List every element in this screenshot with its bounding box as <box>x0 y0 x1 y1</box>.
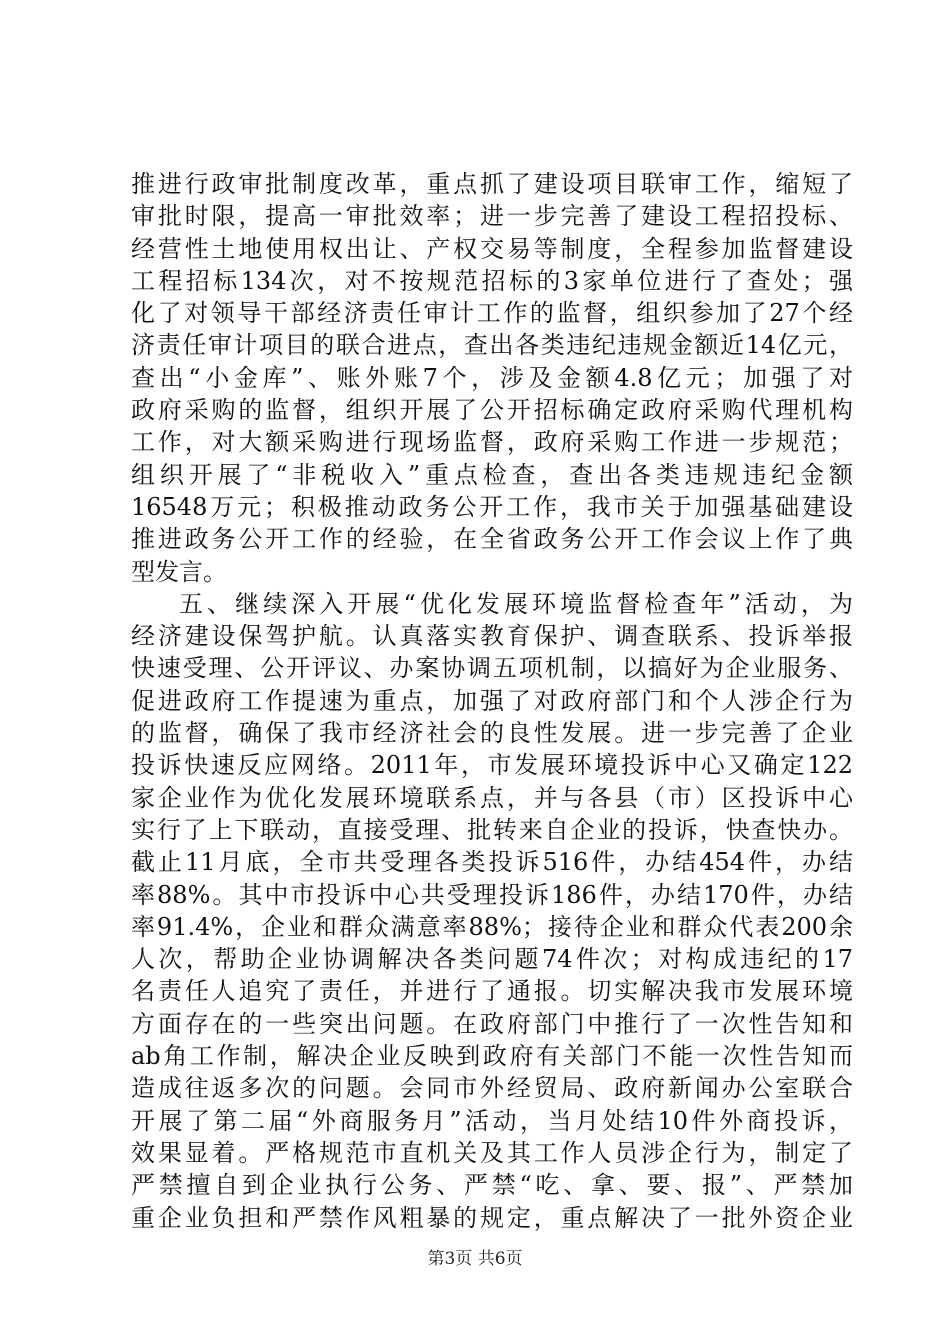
text-line: 16548万元；积极推动政务公开工作，我市关于加强基础建设 <box>131 492 853 521</box>
text-line: 工程招标134次，对不按规范招标的3家单位进行了查处；强 <box>131 266 853 295</box>
text-line: 促进政府工作提速为重点，加强了对政府部门和个人涉企行为 <box>131 686 853 715</box>
text-line: 化了对领导干部经济责任审计工作的监督，组织参加了27个经 <box>131 299 853 328</box>
text-line: 经济建设保驾护航。认真落实教育保护、调查联系、投诉举报 <box>131 622 853 651</box>
text-line: 济责任审计项目的联合进点，查出各类违纪违规金额近14亿元， <box>131 331 853 360</box>
body-text <box>131 168 853 1234</box>
text-line: 推进行政审批制度改革，重点抓了建设项目联审工作，缩短了 <box>131 170 853 198</box>
text-line: 的监督，确保了我市经济社会的良性发展。进一步完善了企业 <box>131 719 853 748</box>
page-footer <box>0 1244 950 1269</box>
text-line: 家企业作为优化发展环境联系点，并与各县（市）区投诉中心 <box>131 783 853 812</box>
page-number-label: 第3页 共6页 <box>427 1249 523 1269</box>
text-line: 审批时限，提高一审批效率；进一步完善了建设工程招投标、 <box>131 202 853 231</box>
text-line: 效果显着。严格规范市直机关及其工作人员涉企行为，制定了 <box>131 1138 853 1167</box>
text-line: 工作，对大额采购进行现场监督，政府采购工作进一步规范； <box>131 428 853 457</box>
text-line: ab角工作制，解决企业反映到政府有关部门不能一次性告知而 <box>131 1042 853 1071</box>
text-line: 查出“小金库”、账外账7个，涉及金额4.8亿元；加强了对 <box>131 363 853 392</box>
text-line: 开展了第二届“外商服务月”活动，当月处结10件外商投诉， <box>131 1106 853 1135</box>
text-line: 严禁擅自到企业执行公务、严禁“吃、拿、要、报”、严禁加 <box>131 1171 853 1200</box>
text-line: 名责任人追究了责任，并进行了通报。切实解决我市发展环境 <box>131 977 853 1006</box>
text-line: 率91.4%，企业和群众满意率88%；接待企业和群众代表200余 <box>131 912 853 941</box>
text-line: 快速受理、公开评议、办案协调五项机制，以搞好为企业服务、 <box>131 654 853 683</box>
text-line: 经营性土地使用权出让、产权交易等制度，全程参加监督建设 <box>131 234 853 263</box>
text-line: 投诉快速反应网络。2011年，市发展环境投诉中心又确定122 <box>131 751 853 780</box>
text-line-section-heading: 五、继续深入开展“优化发展环境监督检查年”活动，为 <box>179 589 853 618</box>
text-line: 人次，帮助企业协调解决各类问题74件次；对构成违纪的17 <box>131 945 853 974</box>
text-line: 推进政务公开工作的经验，在全省政务公开工作会议上作了典 <box>131 525 853 554</box>
text-line: 实行了上下联动，直接受理、批转来自企业的投诉，快查快办。 <box>131 815 853 844</box>
text-line: 方面存在的一些突出问题。在政府部门中推行了一次性告知和 <box>131 1009 853 1038</box>
text-line: 组织开展了“非税收入”重点检查，查出各类违规违纪金额 <box>131 460 853 489</box>
text-line: 型发言。 <box>131 557 227 586</box>
text-line: 造成往返多次的问题。会同市外经贸局、政府新闻办公室联合 <box>131 1074 853 1103</box>
text-line: 政府采购的监督，组织开展了公开招标确定政府采购代理机构 <box>131 396 853 425</box>
text-line: 率88%。其中市投诉中心共受理投诉186件，办结170件，办结 <box>131 880 853 909</box>
text-line: 截止11月底，全市共受理各类投诉516件，办结454件，办结 <box>131 848 853 877</box>
text-line: 重企业负担和严禁作风粗暴的规定，重点解决了一批外资企业 <box>131 1203 853 1232</box>
